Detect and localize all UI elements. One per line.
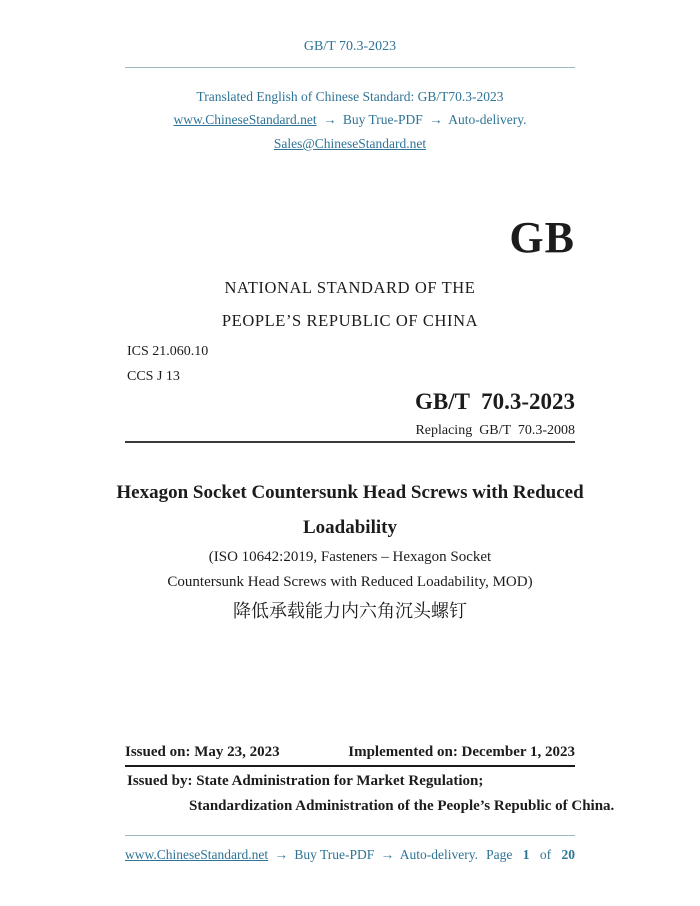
auto-delivery-label: Auto-delivery. xyxy=(399,847,479,862)
buy-true-pdf-label: Buy True-PDF xyxy=(294,847,375,862)
header-link-row xyxy=(0,112,700,128)
arrow-right-icon: → xyxy=(322,112,337,127)
running-header-doc-number: GB/T 70.3-2023 xyxy=(303,39,397,54)
buy-true-pdf-label: Buy True-PDF xyxy=(342,112,423,127)
site-link[interactable]: www.ChineseStandard.net xyxy=(125,847,269,862)
masthead-divider xyxy=(125,441,575,443)
issuance-divider xyxy=(125,765,575,767)
issued-by-line1: Issued by: State Administration for Market Regulation; xyxy=(127,773,484,789)
standard-number: GB/T 70.3-2023 xyxy=(415,389,575,414)
email-row xyxy=(0,136,700,152)
replacing-note: Replacing GB/T 70.3-2008 xyxy=(415,423,575,438)
ccs-code: CCS J 13 xyxy=(127,369,180,384)
standard-title-line2: Loadability xyxy=(303,517,397,538)
sales-email-link[interactable]: Sales@ChineseStandard.net xyxy=(273,136,427,151)
translated-standard-line: Translated English of Chinese Standard: GB/T70.3-2023 xyxy=(196,89,504,104)
arrow-right-icon: → xyxy=(380,847,395,862)
page-number-indicator xyxy=(486,847,575,863)
national-standard-line1: NATIONAL STANDARD OF THE xyxy=(224,278,476,297)
iso-reference-line2: Countersunk Head Screws with Reduced Loadability, MOD) xyxy=(167,574,533,590)
implemented-on-date: Implemented on: December 1, 2023 xyxy=(348,744,575,760)
page-total: 20 xyxy=(561,847,575,862)
national-standard-line2: PEOPLE’S REPUBLIC OF CHINA xyxy=(221,311,479,330)
page-current: 1 xyxy=(522,847,530,862)
auto-delivery-label: Auto-delivery. xyxy=(448,112,527,127)
gb-logo: GB xyxy=(509,213,575,262)
header-divider xyxy=(125,67,575,68)
issuance-dates-row xyxy=(125,744,575,761)
of-label: of xyxy=(539,847,552,862)
issued-by-line2: Standardization Administration of the People’s Republic of China. xyxy=(189,798,615,814)
ics-code: ICS 21.060.10 xyxy=(127,344,209,359)
footer-link-group xyxy=(125,847,478,863)
site-link[interactable]: www.ChineseStandard.net xyxy=(173,112,317,127)
footer-divider xyxy=(125,835,575,836)
chinese-title: 降低承载能力内六角沉头螺钉 xyxy=(233,601,467,621)
footer-row xyxy=(125,847,575,863)
iso-reference-line1: (ISO 10642:2019, Fasteners – Hexagon Socket xyxy=(208,549,492,565)
issued-on-date: Issued on: May 23, 2023 xyxy=(125,744,280,760)
standard-title-line1: Hexagon Socket Countersunk Head Screws with Reduced xyxy=(116,482,584,503)
arrow-right-icon: → xyxy=(429,112,443,127)
arrow-right-icon: → xyxy=(274,847,288,862)
page-label: Page xyxy=(486,847,513,862)
